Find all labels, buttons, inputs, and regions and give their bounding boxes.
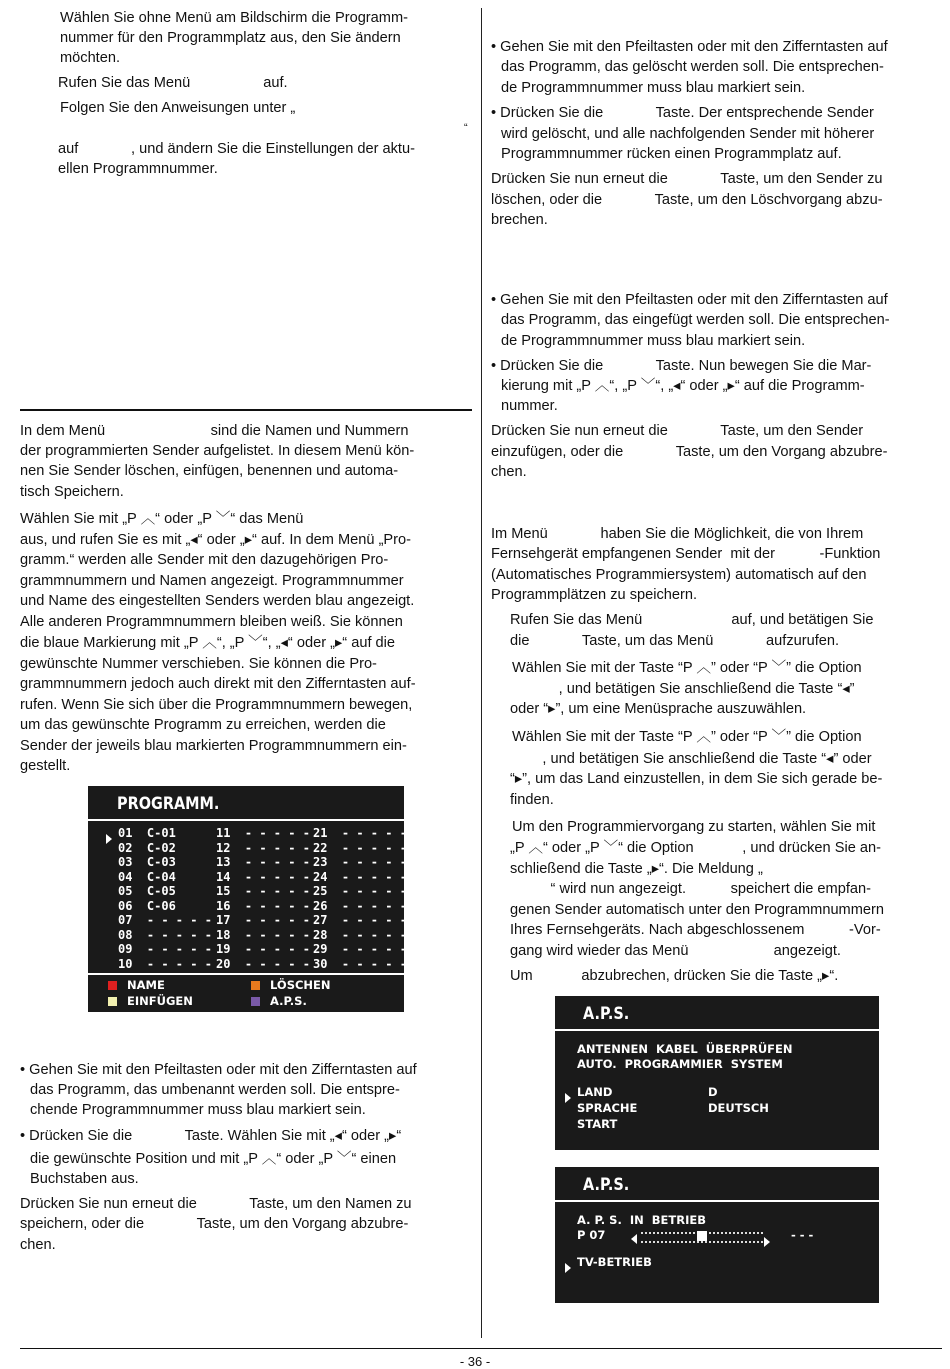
program-entry: 11 - - - - - [216, 826, 310, 840]
option-language-label: SPRACHE [577, 1101, 638, 1115]
text-line: de Programmnummer muss blau markiert sein. [501, 333, 806, 349]
text-line: Wählen Sie mit der Taste “P ︿” oder “P ﹀” die Option [512, 660, 862, 676]
text-line: gramm.“ werden alle Sender mit den dazugehörigen Pro- [20, 552, 389, 568]
program-entry: 02 C-02 [118, 840, 176, 855]
text-line: einzufügen, oder die Taste, um den Vorgang abzubre- [491, 444, 888, 460]
text-line: chen. [491, 464, 527, 480]
text-line: löschen, oder die Taste, um den Löschvorgang abzu- [491, 192, 883, 208]
program-entry: 26 - - - - - [313, 898, 407, 913]
text-line: gewünschte Nummer verschieben. Sie können die Pro- [20, 656, 377, 672]
program-entry: 10 - - - - - [118, 956, 212, 971]
program-entry: 04 C-04 [118, 869, 176, 884]
option-start-label: START [577, 1117, 618, 1131]
text-line: “▸”, um das Land einzustellen, in dem Sie sich gerade be- [510, 771, 883, 787]
text-line: speichern, oder die Taste, um den Vorgang abzubre- [20, 1216, 409, 1232]
text-line: “ wird nun angezeigt. speichert die empfan- [510, 881, 871, 897]
text-line: der programmierten Sender aufgelistet. In diesem Menü kön- [20, 443, 415, 459]
program-entry: 03 C-03 [118, 855, 176, 869]
aps-progress-screen [555, 1167, 879, 1303]
text-line: • Gehen Sie mit den Pfeiltasten oder mit den Zifferntasten auf [20, 1062, 417, 1078]
program-entry: 29 - - - - - [313, 942, 407, 956]
page-number: - 36 - [459, 1354, 491, 1369]
follow-text: Folgen Sie den Anweisungen unter „ [60, 100, 296, 116]
screen-title: PROGRAMM. [117, 794, 220, 814]
text-line: aus, und rufen Sie es mit „◂“ oder „▸“ auf. In dem Menü „Pro- [20, 532, 412, 548]
text-line: Um den Programmiervorgang zu starten, wählen Sie mit [512, 819, 876, 835]
program-entry: 16 - - - - - [216, 898, 310, 913]
option-land-label: LAND [577, 1085, 613, 1099]
text-line: Im Menü haben Sie die Möglichkeit, die von Ihrem [491, 526, 864, 542]
text-line: • Drücken Sie die Taste. Wählen Sie mit „◂“ oder „▸“ [20, 1128, 402, 1144]
text-line: und Name des eingestellten Senders werden blau angezeigt. [20, 593, 415, 609]
screen-divider [88, 819, 404, 821]
column-divider [481, 8, 482, 1338]
program-entry: 15 - - - - - [216, 884, 310, 898]
option-language-value: DEUTSCH [708, 1101, 769, 1115]
text-line: grammnummern jedoch auch direkt mit den Zifferntasten auf- [20, 676, 416, 692]
program-entry: 01 C-01 [118, 826, 176, 840]
call-menu-text: Rufen Sie das Menü auf. [58, 75, 288, 91]
red-key-icon [108, 981, 117, 990]
text-line: Sender der jeweils blau markierten Programmnummern ein- [20, 738, 407, 754]
program-entry: 28 - - - - - [313, 927, 407, 942]
follow-text-2: auf , und ändern Sie die Einstellungen der aktu- [58, 141, 415, 157]
text-line: die gewünschte Position und mit „P ︿“ oder „P ﹀“ einen [30, 1151, 397, 1167]
intro-line-2: nummer für den Programmplatz aus, den Sie ändern [60, 30, 401, 46]
text-line: finden. [510, 792, 554, 808]
program-entry: 23 - - - - - [313, 855, 407, 869]
text-line: das Programm, das umbenannt werden soll. Die entspre- [30, 1082, 400, 1098]
aps-program-number: P 07 [577, 1228, 606, 1242]
footer-rule [20, 1348, 942, 1349]
text-line: um das gewünschte Programm zu erreichen, werden die [20, 717, 386, 733]
text-line: de Programmnummer muss blau markiert sein. [501, 80, 806, 96]
program-entry: 07 - - - - - [118, 913, 212, 927]
tv-mode-option: TV-BETRIEB [577, 1255, 652, 1269]
program-entry: 19 - - - - - [216, 942, 310, 956]
text-line: In dem Menü sind die Namen und Nummern [20, 423, 409, 439]
aps-status-text: A. P. S. IN BETRIEB [577, 1213, 706, 1227]
text-line: Rufen Sie das Menü auf, und betätigen Sie [510, 612, 874, 628]
text-line: oder “▸”, um eine Menüsprache auszuwählen. [510, 701, 807, 717]
section-divider [20, 409, 472, 411]
program-entry: 09 - - - - - [118, 942, 212, 956]
text-line: Drücken Sie nun erneut die Taste, um den Sender zu [491, 171, 883, 187]
program-entry: 20 - - - - - [216, 956, 310, 971]
program-entry: 08 - - - - - [118, 927, 212, 942]
text-line: • Gehen Sie mit den Pfeiltasten oder mit den Zifferntasten auf [491, 39, 888, 55]
text-line: • Drücken Sie die Taste. Nun bewegen Sie die Mar- [491, 358, 872, 374]
text-line: Buchstaben aus. [30, 1171, 139, 1187]
text-line: Fernsehgerät empfangenen Sender mit der -Funktion [491, 546, 881, 562]
option-land-value: D [708, 1085, 718, 1099]
program-entry: 05 C-05 [118, 884, 176, 898]
text-line: Programmnummer rücken einen Programmplatz auf. [501, 146, 842, 162]
text-line: „P ︿“ oder „P ﹀“ die Option , und drücken Sie an- [510, 840, 881, 856]
program-entry: 25 - - - - - [313, 884, 407, 898]
selection-arrow-icon [565, 1087, 571, 1106]
legend-insert: EINFÜGEN [108, 994, 193, 1008]
text-line: Alle anderen Programmnummern bleiben weiß. Sie können [20, 614, 403, 630]
text-line: Ihres Fernsehgeräts. Nach abgeschlossenem -Vor- [510, 922, 881, 938]
text-line: gestellt. [20, 758, 71, 774]
text-line: Wählen Sie mit „P ︿“ oder „P ﹀“ das Menü [20, 511, 304, 527]
screen-title: A.P.S. [583, 1004, 630, 1024]
program-entry: 30 - - - - - [313, 956, 407, 971]
tuning-progress-marker [697, 1231, 707, 1241]
yellow-key-icon [108, 997, 117, 1006]
text-line: , und betätigen Sie anschließend die Taste “◂” [510, 681, 855, 697]
text-line: Wählen Sie mit der Taste “P ︿” oder “P ﹀” die Option [512, 729, 862, 745]
text-line: • Gehen Sie mit den Pfeiltasten oder mit den Zifferntasten auf [491, 292, 888, 308]
intro-line-1: Wählen Sie ohne Menü am Bildschirm die Programm- [60, 10, 408, 26]
text-line: , und betätigen Sie anschließend die Taste “◂” oder [510, 751, 872, 767]
orange-key-icon [251, 981, 260, 990]
bar-left-arrow-icon [631, 1231, 637, 1250]
program-entry: 06 C-06 [118, 898, 176, 913]
text-line: tisch Speichern. [20, 484, 124, 500]
legend-delete: LÖSCHEN [251, 978, 331, 992]
aps-menu-screen [555, 996, 879, 1150]
text-line: (Automatisches Programmiersystem) automatisch auf den [491, 567, 867, 583]
bar-right-arrow-icon [764, 1231, 770, 1250]
text-line: genen Sender automatisch unter den Programmnummern [510, 902, 884, 918]
text-line: chende Programmnummer muss blau markiert sein. [30, 1102, 366, 1118]
text-line: brechen. [491, 212, 548, 228]
selection-arrow-icon [565, 1257, 571, 1276]
program-entry: 13 - - - - - [216, 855, 310, 869]
aps-hint-line-1: ANTENNEN KABEL ÜBERPRÜFEN [577, 1042, 793, 1056]
text-line: grammnummern und Namen angezeigt. Programmnummer [20, 573, 404, 589]
screen-divider [555, 1200, 879, 1202]
text-line: chen. [20, 1237, 56, 1253]
programm-menu-screen [88, 786, 407, 1012]
text-line: Drücken Sie nun erneut die Taste, um den Sender [491, 423, 864, 439]
program-entry: 12 - - - - - [216, 840, 310, 855]
text-line: Um abzubrechen, drücken Sie die Taste „▸“. [510, 968, 839, 984]
text-line: • Drücken Sie die Taste. Der entsprechende Sender [491, 105, 874, 121]
follow-quote: “ [464, 122, 468, 134]
text-line: gang wird wieder das Menü angezeigt. [510, 943, 841, 959]
program-entry: 17 - - - - - [216, 913, 310, 927]
program-entry: 21 - - - - - [313, 826, 407, 840]
aps-dashes: - - - [791, 1228, 814, 1242]
legend-name: NAME [108, 978, 165, 992]
purple-key-icon [251, 997, 260, 1006]
program-entry: 27 - - - - - [313, 913, 407, 927]
text-line: Drücken Sie nun erneut die Taste, um den Namen zu [20, 1196, 412, 1212]
aps-hint-line-2: AUTO. PROGRAMMIER SYSTEM [577, 1057, 783, 1071]
selection-arrow-icon [106, 828, 112, 847]
program-entry: 22 - - - - - [313, 840, 407, 855]
text-line: schließend die Taste „▸“. Die Meldung „ [510, 861, 763, 877]
program-entry: 18 - - - - - [216, 927, 310, 942]
follow-text-3: ellen Programmnummer. [58, 161, 218, 177]
legend-aps: A.P.S. [251, 994, 307, 1008]
text-line: nen Sie Sender löschen, einfügen, benennen und automa- [20, 463, 399, 479]
program-entry: 14 - - - - - [216, 869, 310, 884]
text-line: rufen. Wenn Sie sich über die Programmnummern bewegen, [20, 697, 413, 713]
text-line: die Taste, um das Menü aufzurufen. [510, 633, 840, 649]
text-line: das Programm, das eingefügt werden soll. Die entsprechen- [501, 312, 890, 328]
text-line: das Programm, das gelöscht werden soll. Die entsprechen- [501, 59, 884, 75]
text-line: nummer. [501, 398, 558, 414]
screen-divider [88, 973, 404, 975]
text-line: kierung mit „P ︿“, „P ﹀“, „◂“ oder „▸“ auf die Programm- [501, 378, 865, 394]
program-entry: 24 - - - - - [313, 869, 407, 884]
text-line: die blaue Markierung mit „P ︿“, „P ﹀“, „◂“ oder „▸“ auf die [20, 635, 396, 651]
screen-title: A.P.S. [583, 1175, 630, 1195]
text-line: wird gelöscht, und alle nachfolgenden Sender mit höherer [501, 126, 875, 142]
screen-divider [555, 1029, 879, 1031]
text-line: Programmplätzen zu speichern. [491, 587, 698, 603]
intro-line-3: möchten. [60, 50, 121, 66]
